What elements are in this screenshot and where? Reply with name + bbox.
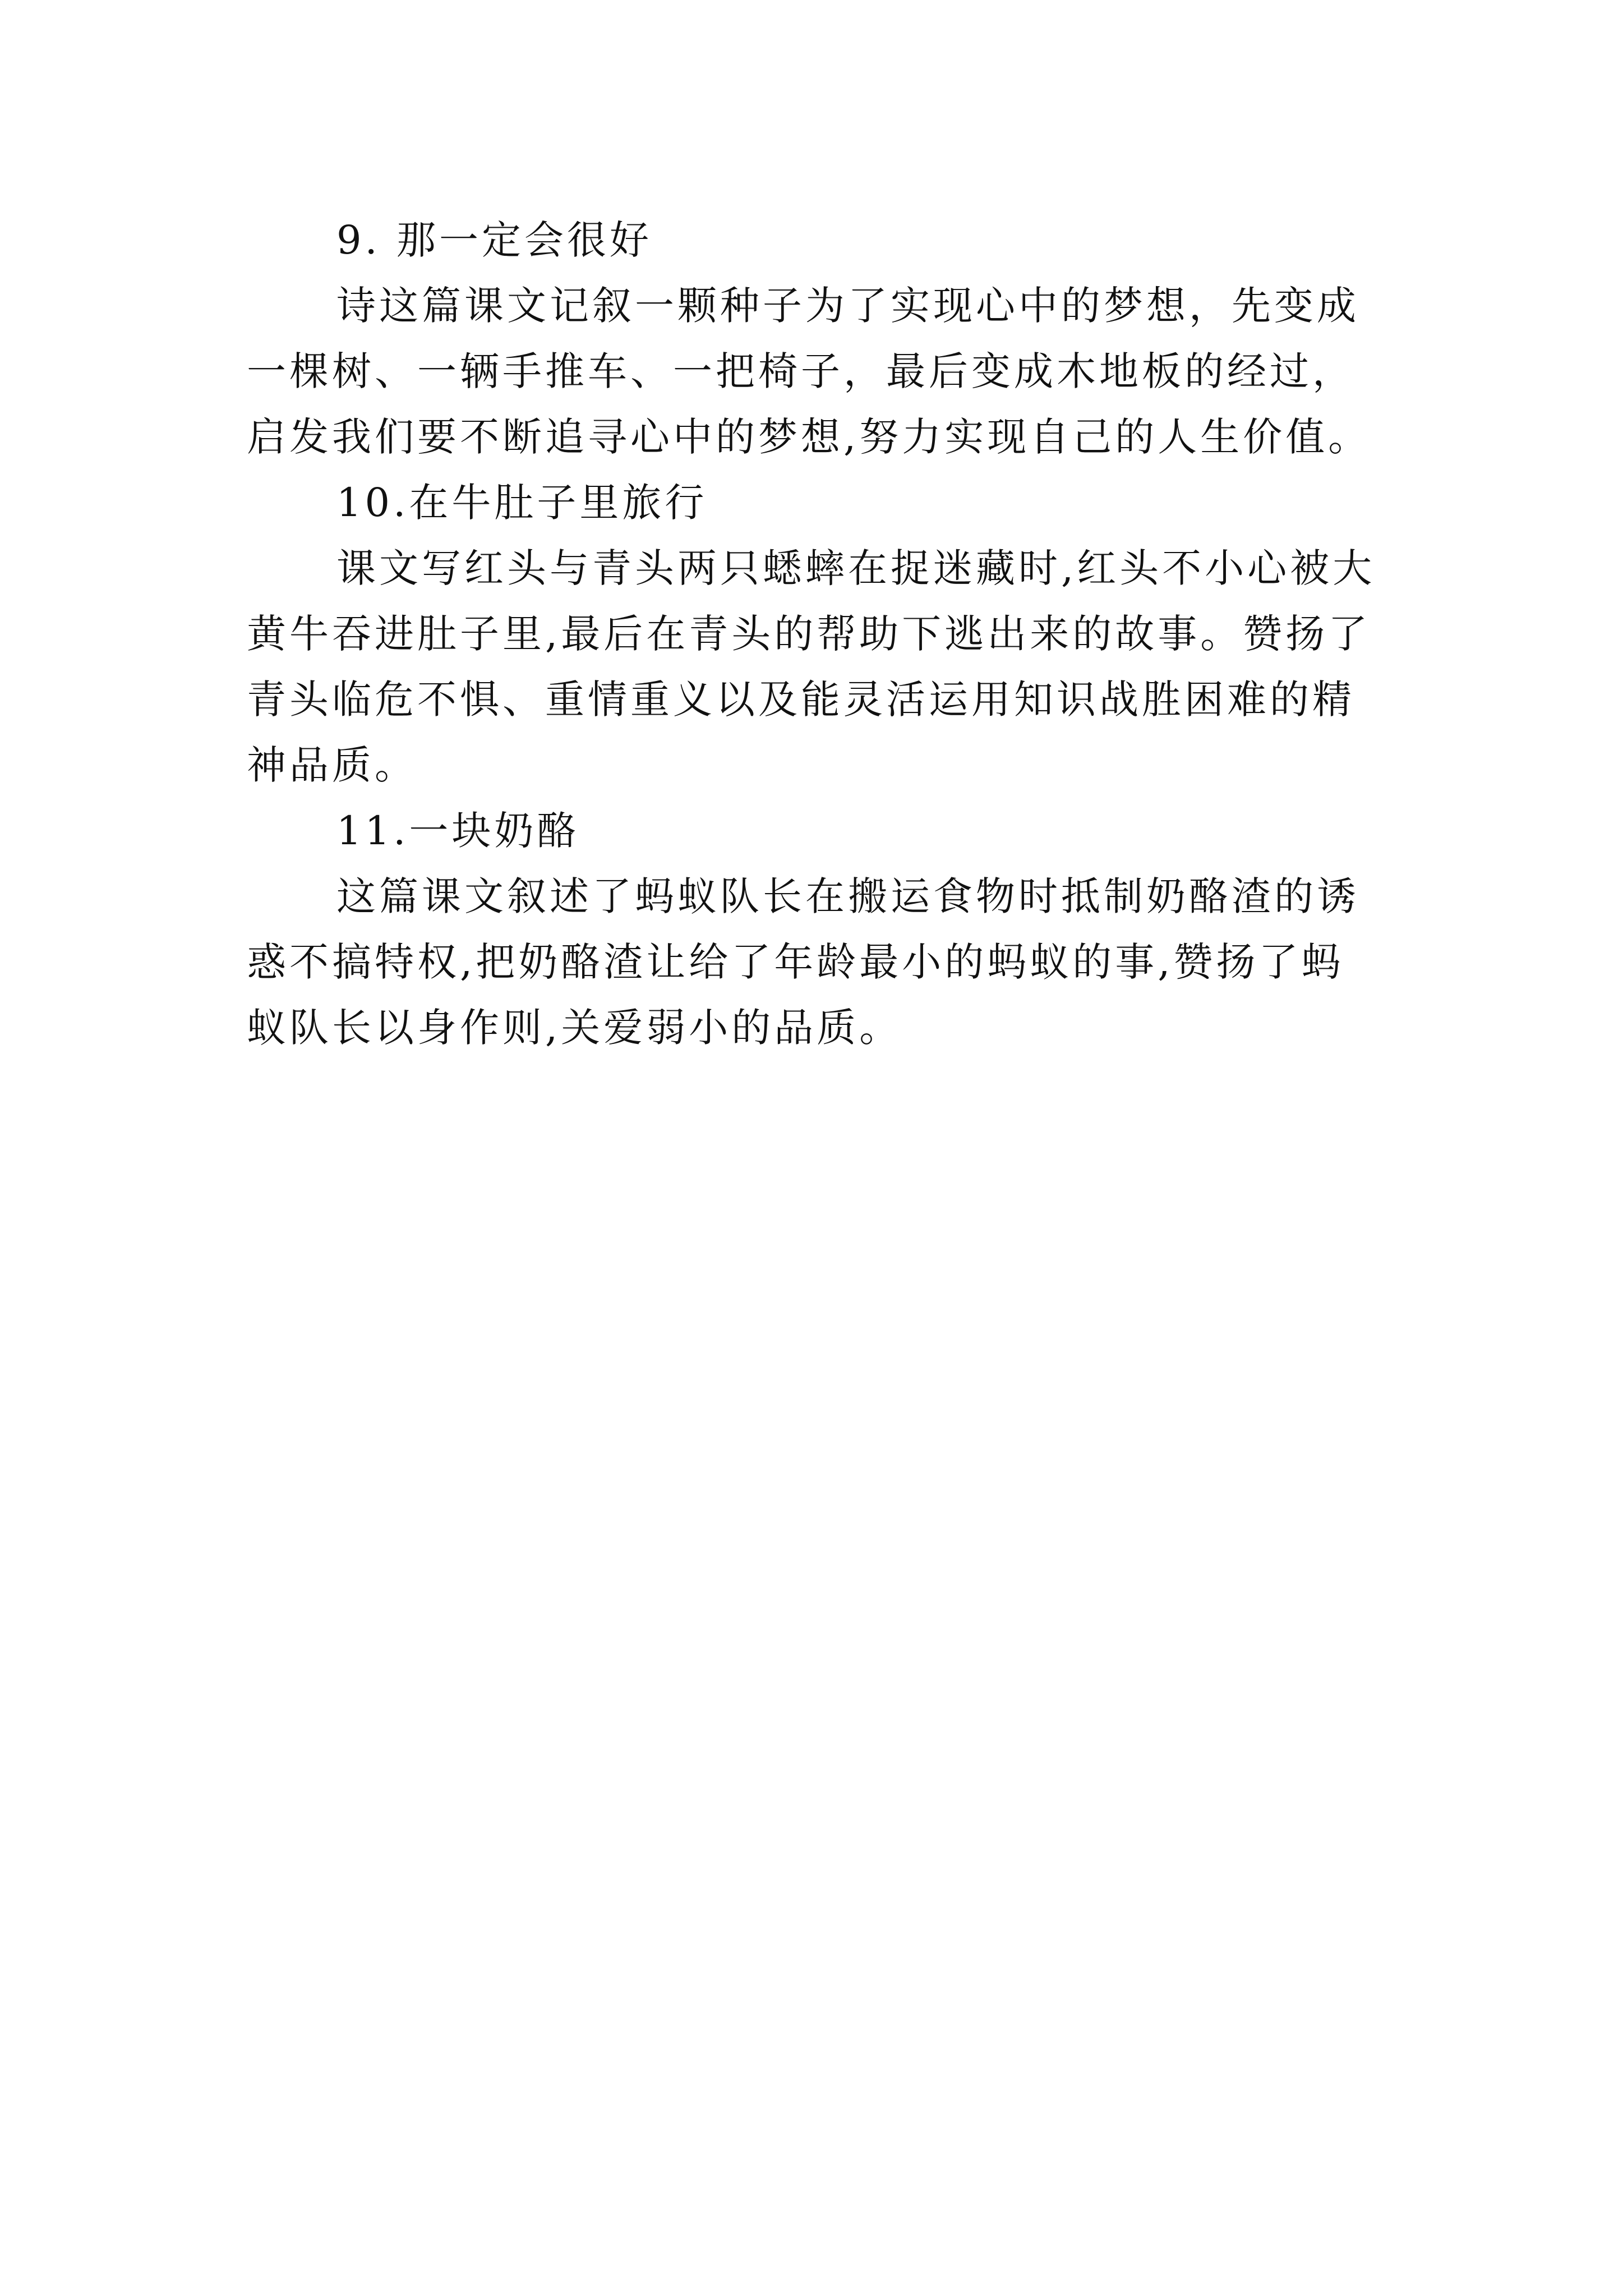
document-content <box>247 208 1385 1061</box>
lesson-heading-9: 9. 那一定会很好 <box>336 217 653 263</box>
lesson-heading-11: 11.一块奶酪 <box>336 808 580 854</box>
lesson-heading-10: 10.在牛肚子里旅行 <box>336 480 708 526</box>
lesson-summary-11: 这篇课文叙述了蚂蚁队长在搬运食物时抵制奶酪渣的诱惑不搞特权,把奶酪渣让给了年龄最小的蚂蚁的事,赞扬了蚂蚁队长以身作则,关爱弱小的品质。 <box>247 873 1359 1051</box>
lesson-summary-9: 诗这篇课文记叙一颗种子为了实现心中的梦想，先变成一棵树、一辆手推车、一把椅子，最后变成木地板的经过，启发我们要不断追寻心中的梦想,努力实现自己的人生价值。 <box>247 283 1371 460</box>
lesson-summary-10: 课文写红头与青头两只蟋蟀在捉迷藏时,红头不小心被大黄牛吞进肚子里,最后在青头的帮助下逃出来的故事。赞扬了青头临危不惧、重情重义以及能灵活运用知识战胜困难的精神品质。 <box>247 545 1376 788</box>
lesson-section-11 <box>247 798 1385 1061</box>
lesson-section-10 <box>247 470 1385 798</box>
lesson-section-9 <box>247 208 1385 470</box>
